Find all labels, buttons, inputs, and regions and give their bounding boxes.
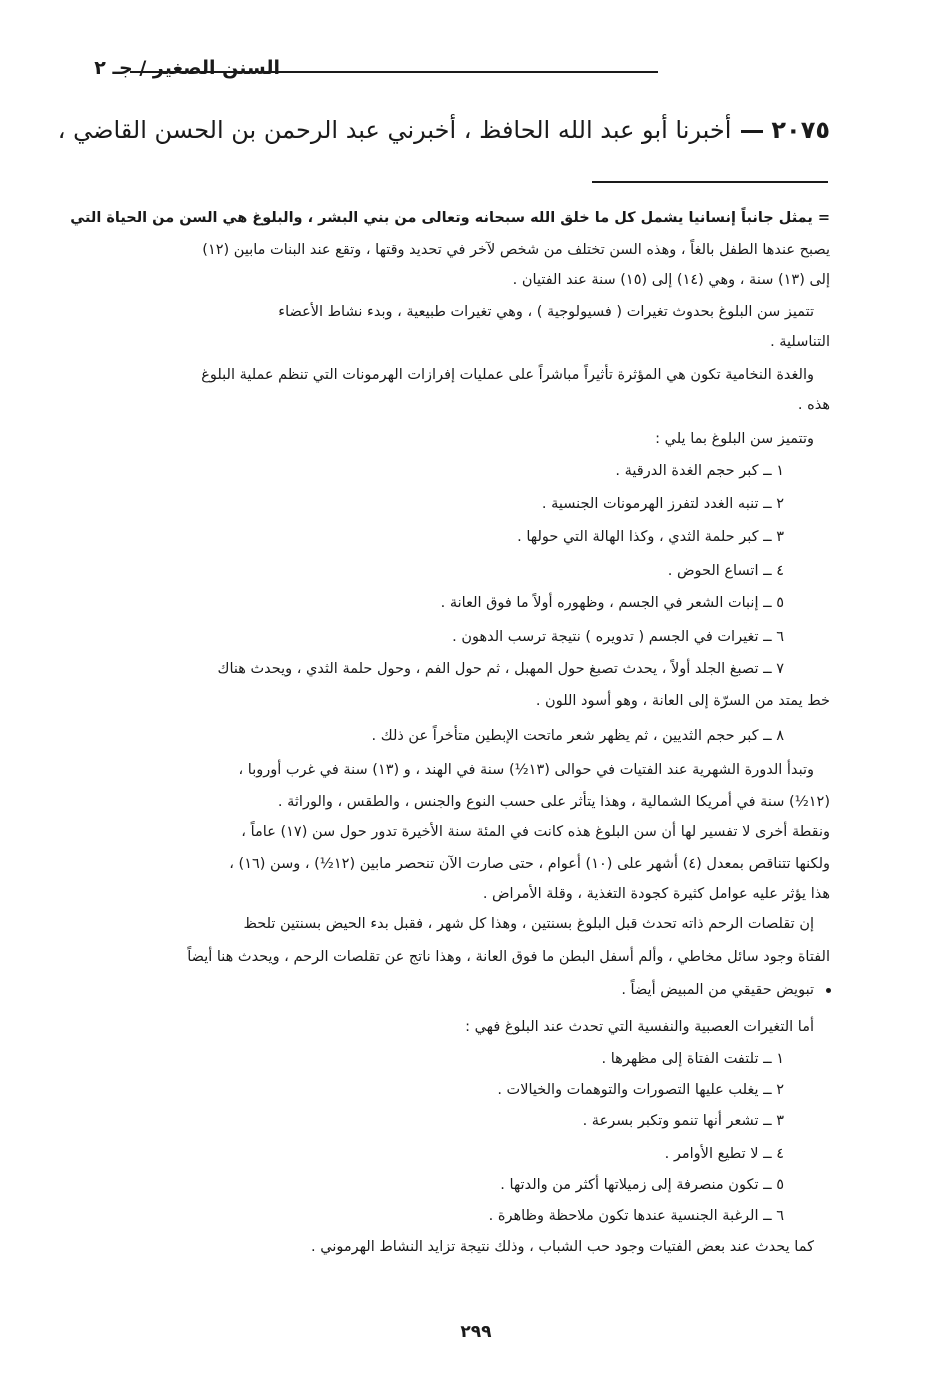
footnote-line: هذا يؤثر عليه عوامل كثيرة كجودة التغذية ، وقلة الأمراض . bbox=[482, 886, 830, 902]
footnote-list-item: ٥ ــ تكون منصرفة إلى زميلاتها أكثر من والدتها . bbox=[500, 1177, 784, 1193]
footnote-list-item: ٢ ــ يغلب عليها التصورات والتوهمات والخيالات . bbox=[497, 1082, 784, 1098]
footnote-line: تبويض حقيقي من المبيض أيضاً . bbox=[621, 982, 814, 998]
footnote-line: التناسلية . bbox=[770, 334, 830, 350]
hadith-number: ٢٠٧٥ bbox=[771, 116, 830, 144]
header-rule bbox=[130, 71, 658, 73]
running-header-title: السنن الصغير / جـ ٢ bbox=[94, 57, 280, 79]
footnote-list-item: ٣ ــ تشعر أنها تنمو وتكبر بسرعة . bbox=[582, 1113, 784, 1129]
footnote-line: والغدة النخامية تكون هي المؤثرة تأثيراً مباشراً على عمليات إفرازات الهرمونات التي تنظم عملية البلوغ bbox=[201, 367, 814, 383]
page-number: ٢٩٩ bbox=[460, 1322, 492, 1342]
hadith-text: أخبرنا أبو عبد الله الحافظ ، أخبرني عبد الرحمن بن الحسن القاضي ، bbox=[57, 116, 732, 144]
footnote-line: الفتاة وجود سائل مخاطي ، وألم أسفل البطن ما فوق العانة ، وهذا ناتج عن تقلصات الرحم ، ويحدث هنا أيضاً bbox=[187, 949, 830, 965]
footnote-line: ونقطة أخرى لا تفسير لها أن سن البلوغ هذه كانت في المئة سنة الأخيرة تدور حول سن (١٧) عاماً ، bbox=[241, 824, 830, 840]
footnote-line: هذه . bbox=[797, 397, 830, 413]
footnote-list-item: ٥ ــ إنبات الشعر في الجسم ، وظهوره أولاً ما فوق العانة . bbox=[440, 595, 784, 611]
footnote-list-item: ٨ ــ كبر حجم الثديين ، ثم يظهر شعر ماتحت الإبطين متأخراً عن ذلك . bbox=[371, 728, 784, 744]
hadith-dash bbox=[741, 130, 763, 133]
margin-dot bbox=[826, 988, 831, 993]
footnote-line: تتميز سن البلوغ بحدوث تغيرات ( فسيولوجية ) ، وهي تغيرات طبيعية ، وبدء نشاط الأعضاء bbox=[278, 304, 814, 320]
footnote-list-item: ٧ ــ تصبغ الجلد أولاً ، يحدث تصبغ حول المهبل ، ثم حول الفم ، وحول حلمة الثدي ، ويحدث هناك bbox=[217, 661, 784, 677]
footnote-list-item: ٦ ــ تغيرات في الجسم ( تدويره ) نتيجة ترسب الدهون . bbox=[452, 629, 784, 645]
footnote-line: كما يحدث عند بعض الفتيات وجود حب الشباب ، وذلك نتيجة تزايد النشاط الهرموني . bbox=[311, 1239, 814, 1255]
footnote-line: إن تقلصات الرحم ذاته تحدث قبل البلوغ بسنتين ، وهذا كل شهر ، فقبل بدء الحيض بسنتين تلحظ bbox=[243, 916, 814, 932]
footnote-list-item: ٤ ــ اتساع الحوض . bbox=[667, 563, 784, 579]
footnote-list-item: ٤ ــ لا تطيع الأوامر . bbox=[664, 1146, 784, 1162]
hadith-line bbox=[57, 116, 830, 144]
footnote-line: إلى (١٣) سنة ، وهي (١٤) إلى (١٥) سنة عند الفتيان . bbox=[512, 272, 830, 288]
footnote-line: وتتميز سن البلوغ بما يلي : bbox=[655, 431, 814, 447]
footnote-list-item: ١ ــ كبر حجم الغدة الدرقية . bbox=[615, 463, 784, 479]
footnote-separator bbox=[592, 181, 828, 183]
footnote-list-item: ٢ ــ تنبه الغدد لتفرز الهرمونات الجنسية . bbox=[541, 496, 784, 512]
footnote-line: أما التغيرات العصبية والنفسية التي تحدث عند البلوغ فهي : bbox=[465, 1019, 814, 1035]
footnote-line: يصبح عندها الطفل بالغاً ، وهذه السن تختلف من شخص لآخر في تحديد وقتها ، وتقع عند البنات مابين (١٢) bbox=[202, 242, 830, 258]
footnote-line: = يمثل جانباً إنسانيا يشمل كل ما خلق الله سبحانه وتعالى من بني البشر ، والبلوغ هي السن من الحياة التي bbox=[70, 210, 830, 226]
footnote-list-item: ١ ــ تلتفت الفتاة إلى مظهرها . bbox=[601, 1051, 784, 1067]
footnote-line: وتبدأ الدورة الشهرية عند الفتيات في حوالى (١٣½) سنة في الهند ، و (١٣) سنة في غرب أوروبا ، bbox=[238, 762, 814, 778]
footnote-list-item: ٦ ــ الرغبة الجنسية عندها تكون ملاحظة وظاهرة . bbox=[488, 1208, 784, 1224]
footnote-line: خط يمتد من السرّة إلى العانة ، وهو أسود اللون . bbox=[535, 693, 830, 709]
footnote-line: (١٢½) سنة في أمريكا الشمالية ، وهذا يتأثر على حسب النوع والجنس ، والطقس ، والوراثة . bbox=[277, 794, 830, 810]
footnote-list-item: ٣ ــ كبر حلمة الثدي ، وكذا الهالة التي حولها . bbox=[517, 529, 784, 545]
footnote-line: ولكنها تتناقص بمعدل (٤) أشهر على (١٠) أعوام ، حتى صارت الآن تنحصر مابين (١٢½) ، وسن (١٦) ، bbox=[229, 856, 830, 872]
